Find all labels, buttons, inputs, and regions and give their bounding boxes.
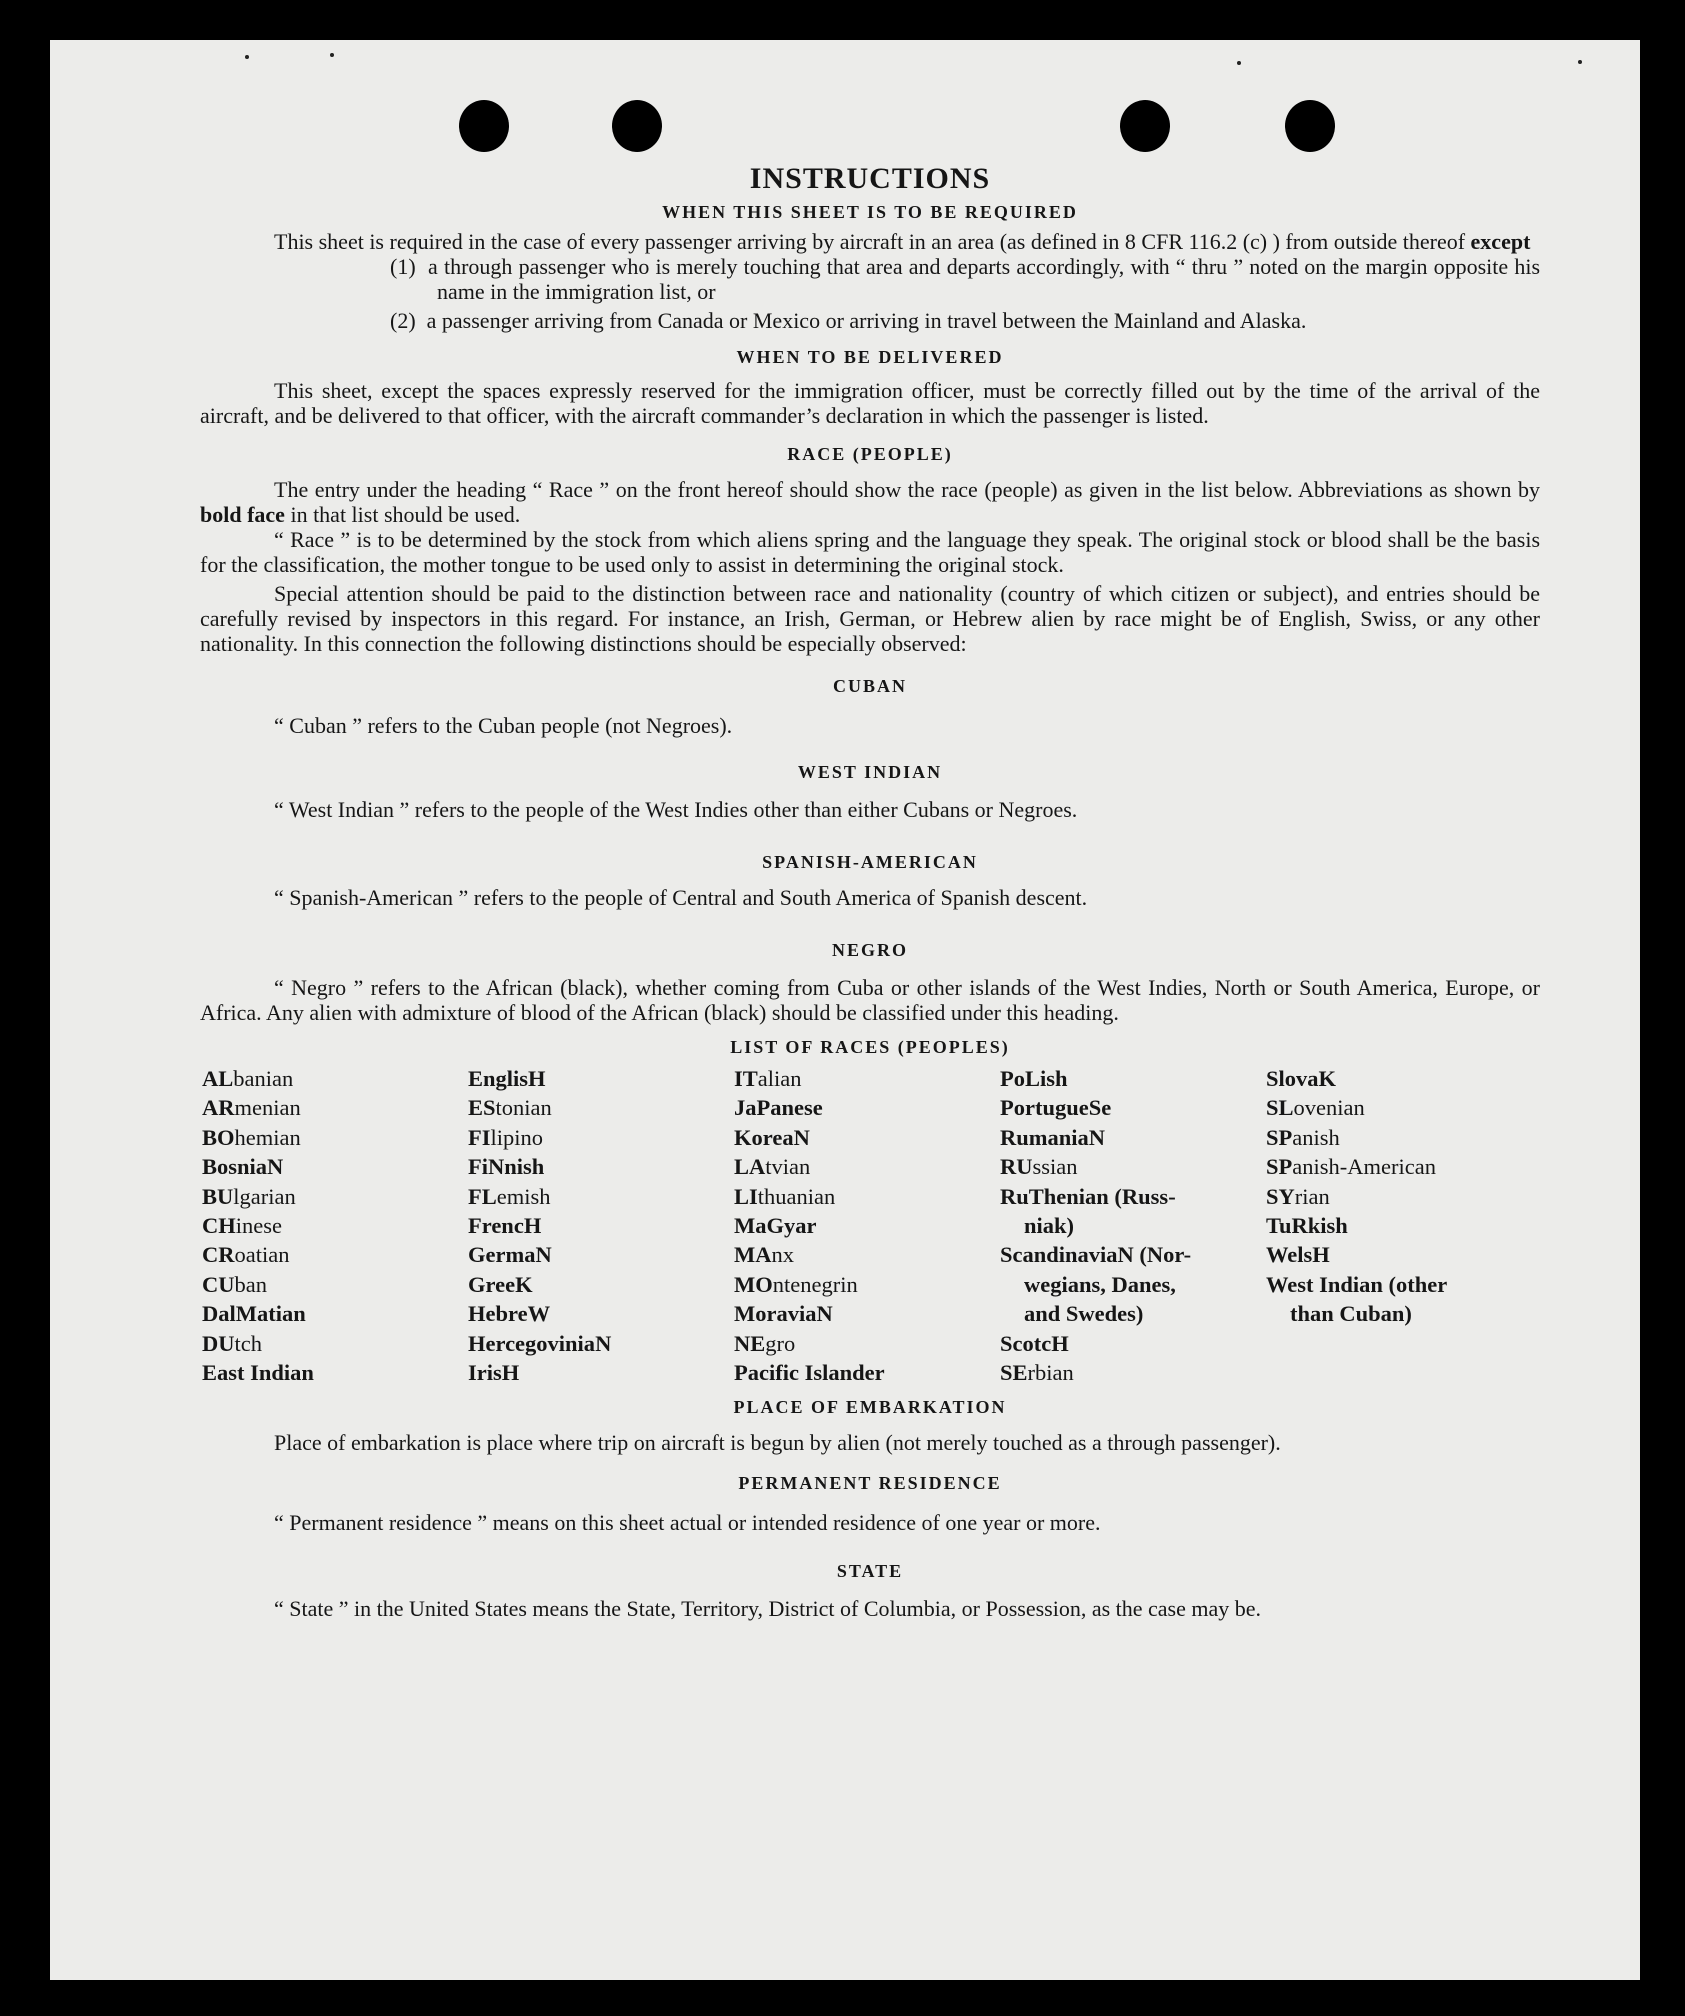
paragraph (200, 229, 1540, 254)
speck (1237, 61, 1241, 65)
race-entry (1000, 1093, 1266, 1122)
race-abbrev-bold: RU (1000, 1154, 1033, 1180)
race-abbrev-bold: MA (734, 1242, 772, 1268)
punch-hole (1120, 100, 1170, 152)
race-entry (202, 1152, 468, 1181)
race-abbrev-bold: Gree (468, 1271, 516, 1297)
race-abbrev-bold: NE (734, 1330, 766, 1356)
section-heading: PERMANENT RESIDENCE (738, 1473, 1002, 1494)
race-abbrev-bold: Slova (1266, 1066, 1319, 1091)
race-abbrev-bold: Moravia (734, 1301, 817, 1327)
race-text: ban (234, 1271, 267, 1297)
punch-hole (459, 100, 509, 152)
race-abbrev-bold: niak) (1024, 1213, 1075, 1239)
race-abbrev-bold: wegians, Danes, (1024, 1271, 1176, 1297)
race-abbrev-bold: Hebre (468, 1301, 528, 1327)
race-text: anish-American (1292, 1154, 1436, 1180)
paragraph: “ Spanish-American ” refers to the people of Central and South America of Spanish descent. (274, 885, 1088, 910)
race-abbrev-bold: West Indian (other (1266, 1271, 1448, 1297)
race-entry (1266, 1064, 1532, 1093)
race-text: tonian (495, 1095, 552, 1121)
race-entry (202, 1182, 468, 1211)
race-abbrev-bold: SP (1266, 1124, 1293, 1150)
race-abbrev-bold: N (Nor- (1117, 1242, 1192, 1268)
race-abbrev-bold: IT (734, 1066, 758, 1091)
race-abbrev-bold: SP (1266, 1154, 1293, 1180)
race-abbrev-bold: N (793, 1124, 810, 1150)
race-abbrev-bold: AR (202, 1095, 235, 1121)
race-entry (734, 1299, 1000, 1328)
race-abbrev-bold: Korea (734, 1124, 794, 1150)
item-text: a passenger arriving from Canada or Mexico or arriving in travel between the Mainland and Alaska. (426, 308, 1307, 333)
race-abbrev-bold: FI (468, 1124, 491, 1150)
race-abbrev-bold: BO (202, 1124, 235, 1150)
race-column (1000, 1064, 1266, 1387)
race-entry (1000, 1358, 1266, 1387)
race-entry (734, 1123, 1000, 1152)
race-entry (202, 1240, 468, 1269)
race-text: banian (233, 1066, 294, 1091)
race-entry (468, 1093, 734, 1122)
race-entry (1266, 1093, 1532, 1122)
race-abbrev-bold: SE (1000, 1360, 1028, 1386)
race-abbrev-bold: Gyar (766, 1213, 817, 1239)
race-text: ntenegrin (772, 1271, 858, 1297)
race-abbrev-bold: DU (202, 1330, 235, 1356)
race-entry (1266, 1123, 1532, 1152)
race-column (734, 1064, 1000, 1387)
race-entry (468, 1270, 734, 1299)
paragraph: Place of embarkation is place where trip on aircraft is begun by alien (not merely touched as a through passenger). (274, 1430, 1281, 1456)
race-abbrev-bold: Panese (756, 1095, 823, 1121)
document-page (50, 40, 1640, 1980)
paragraph: “ Cuban ” refers to the Cuban people (not Negroes). (274, 713, 733, 738)
section-heading: WEST INDIAN (797, 762, 943, 782)
punch-hole (612, 100, 662, 152)
race-abbrev-bold: N (595, 1330, 612, 1356)
race-abbrev-bold: Dal (202, 1301, 236, 1327)
race-text: gro (765, 1330, 796, 1356)
paragraph (200, 477, 1540, 527)
race-abbrev-bold: Rumania (1000, 1124, 1089, 1150)
race-entry (1000, 1182, 1266, 1211)
race-entry (1266, 1211, 1532, 1240)
race-entry (734, 1270, 1000, 1299)
race-text: ovenian (1293, 1095, 1365, 1121)
race-abbrev-bold: Ja (734, 1095, 757, 1121)
speck (245, 55, 249, 59)
race-entry (734, 1093, 1000, 1122)
race-text: emish (496, 1183, 551, 1209)
race-entry (1000, 1152, 1266, 1181)
race-entry (734, 1211, 1000, 1240)
race-text: tch (234, 1330, 262, 1356)
race-entry (1266, 1182, 1532, 1211)
race-abbrev-bold: and Swedes) (1024, 1301, 1144, 1327)
page-title: INSTRUCTIONS (749, 162, 991, 195)
section-heading: PLACE OF EMBARKATION (733, 1397, 1007, 1418)
race-abbrev-bold: CR (202, 1242, 235, 1268)
paragraph: Special attention should be paid to the distinction between race and nationality (country of which citizen or subject), and entries should be carefully revised by inspectors in this regard. For instance, an Irish, German, or Hebrew alien by race might be of English, Swiss, or any other nationality. In this connection the following distinctions should be especially observed: (200, 581, 1540, 656)
race-abbrev-bold: Thenian (Russ- (1028, 1183, 1176, 1209)
race-abbrev-bold: H (523, 1213, 542, 1239)
race-column (202, 1064, 468, 1387)
race-abbrev-bold: Englis (468, 1066, 529, 1091)
speck (330, 53, 334, 57)
race-entry (202, 1064, 468, 1093)
bold-text: bold face (200, 502, 285, 527)
race-abbrev-bold: BU (202, 1183, 234, 1209)
race-entry (202, 1299, 468, 1328)
race-abbrev-bold: N (535, 1242, 552, 1268)
section-heading: RACE (PEOPLE) (787, 444, 953, 464)
race-entry (1000, 1211, 1266, 1240)
race-entry (734, 1152, 1000, 1181)
section-heading: WHEN THIS SHEET IS TO BE REQUIRED (662, 202, 1078, 222)
race-abbrev-bold: K (1318, 1066, 1337, 1091)
race-abbrev-bold: Portugue (1000, 1095, 1089, 1121)
race-entry (1000, 1240, 1266, 1269)
race-abbrev-bold: Scandinavia (1000, 1242, 1118, 1268)
race-text: menian (234, 1095, 301, 1121)
race-text: rbian (1027, 1360, 1074, 1386)
race-abbrev-bold: AL (202, 1066, 234, 1091)
race-entry (734, 1240, 1000, 1269)
section-heading: STATE (836, 1561, 904, 1582)
race-entry (1000, 1329, 1266, 1358)
race-abbrev-bold: N (816, 1301, 833, 1327)
item-number: (2) (390, 308, 416, 333)
section-heading: SPANISH-AMERICAN (762, 852, 978, 872)
race-abbrev-bold: K (515, 1271, 533, 1297)
race-abbrev-bold: Matian (235, 1301, 306, 1327)
race-text: ssian (1032, 1154, 1078, 1180)
race-abbrev-bold: CH (202, 1213, 236, 1239)
race-abbrev-bold: CU (202, 1271, 235, 1297)
race-abbrev-bold: than Cuban) (1290, 1301, 1412, 1327)
race-entry (468, 1064, 734, 1093)
race-text: tvian (765, 1154, 811, 1180)
race-abbrev-bold: MO (734, 1271, 773, 1297)
text: This sheet is required in the case of every passenger arriving by aircraft in an area (as defined in 8 CFR 116.2 (c) ) from outside thereof (274, 229, 1466, 254)
section-heading: LIST OF RACES (PEOPLES) (730, 1037, 1010, 1057)
race-abbrev-bold: SY (1266, 1183, 1295, 1209)
race-text: inese (235, 1213, 282, 1239)
text: in that list should be used. (290, 502, 521, 527)
race-abbrev-bold: East Indian (202, 1360, 314, 1386)
paragraph: “ State ” in the United States means the State, Territory, District of Columbia, or Possession, as the case may be. (274, 1596, 1262, 1622)
race-abbrev-bold: H (1051, 1330, 1069, 1356)
race-entry (468, 1211, 734, 1240)
paragraph: This sheet, except the spaces expressly reserved for the immigration officer, must be correctly filled out by the time of the arrival of the aircraft, and be delivered to that officer, with the aircraft commander’s declaration in which the passenger is listed. (200, 378, 1540, 428)
race-entry (734, 1329, 1000, 1358)
race-entry (1000, 1270, 1266, 1299)
punch-hole (1285, 100, 1335, 152)
list-item (200, 254, 1540, 304)
text: The entry under the heading “ Race ” on the front hereof should show the race (people) as given in the list below. Abbreviations as shown by (274, 477, 1540, 502)
race-abbrev-bold: Ma (734, 1213, 767, 1239)
race-abbrev-bold: Rkish (1291, 1213, 1348, 1239)
race-entry (202, 1123, 468, 1152)
race-entry (468, 1240, 734, 1269)
race-entry (1266, 1152, 1532, 1181)
race-abbrev-bold: Po (1000, 1066, 1025, 1091)
race-abbrev-bold: Fi (468, 1154, 488, 1180)
section-heading: WHEN TO BE DELIVERED (736, 347, 1004, 367)
list-item (200, 308, 1540, 333)
race-column (468, 1064, 734, 1387)
race-abbrev-bold: H (528, 1066, 546, 1091)
race-text: alian (757, 1066, 802, 1091)
race-entry (734, 1358, 1000, 1387)
race-abbrev-bold: SL (1266, 1095, 1294, 1121)
race-abbrev-bold: Germa (468, 1242, 536, 1268)
race-column (1266, 1064, 1532, 1387)
race-text: rian (1294, 1183, 1330, 1209)
race-abbrev-bold: ES (468, 1095, 496, 1121)
paragraph: “ Negro ” refers to the African (black), whether coming from Cuba or other islands of the West Indies, North or South America, Europe, or Africa. Any alien with admixture of blood of the African (black) should be classified under this heading. (200, 975, 1540, 1025)
race-entry (468, 1358, 734, 1387)
race-abbrev-bold: Hercegovinia (468, 1330, 596, 1356)
race-text: lgarian (233, 1183, 296, 1209)
race-abbrev-bold: Tu (1266, 1213, 1292, 1239)
race-text: lipino (490, 1124, 544, 1150)
race-abbrev-bold: Frenc (468, 1213, 524, 1239)
race-abbrev-bold: LA (734, 1154, 766, 1180)
race-abbrev-bold: Wels (1266, 1242, 1313, 1268)
race-abbrev-bold: Ru (1000, 1183, 1029, 1209)
race-entry (202, 1211, 468, 1240)
race-abbrev-bold: Iris (468, 1360, 502, 1386)
race-entry (468, 1123, 734, 1152)
race-abbrev-bold: LI (734, 1183, 758, 1209)
paragraph: “ Race ” is to be determined by the stock from which aliens spring and the language they speak. The original stock or blood shall be the basis for the classification, the mother tongue to be used only to assist in determining the original stock. (200, 527, 1540, 577)
race-entry (468, 1182, 734, 1211)
race-abbrev-bold: N (1088, 1124, 1106, 1150)
race-entry (1000, 1064, 1266, 1093)
race-abbrev-bold: H (501, 1360, 520, 1386)
race-abbrev-bold: Bosnia (202, 1154, 268, 1180)
race-text: thuanian (757, 1183, 836, 1209)
race-entry (1000, 1123, 1266, 1152)
race-abbrev-bold: H (1312, 1242, 1330, 1268)
race-entry (468, 1299, 734, 1328)
race-entry (202, 1093, 468, 1122)
paragraph: “ West Indian ” refers to the people of the West Indies other than either Cubans or Negroes. (274, 797, 1078, 822)
race-abbrev-bold: Pacific Islander (734, 1360, 885, 1386)
races-list (202, 1064, 1540, 1387)
section-heading: NEGRO (831, 940, 908, 960)
race-entry (1266, 1299, 1532, 1328)
section-heading: CUBAN (832, 676, 907, 696)
race-entry (202, 1358, 468, 1387)
race-abbrev-bold: FL (468, 1183, 497, 1209)
race-abbrev-bold: Scotc (1000, 1330, 1052, 1356)
race-abbrev-bold: N (267, 1154, 284, 1180)
race-entry (734, 1182, 1000, 1211)
race-abbrev-bold: Nnish (488, 1154, 545, 1180)
item-text: a through passenger who is merely touching that area and departs accordingly, with “ thru ” noted on the margin opposite his name in the immigration list, or (428, 254, 1541, 304)
race-text: oatian (234, 1242, 290, 1268)
paragraph: “ Permanent residence ” means on this sheet actual or intended residence of one year or more. (274, 1510, 1101, 1536)
race-entry (1266, 1240, 1532, 1269)
race-entry (1000, 1299, 1266, 1328)
race-text: nx (771, 1242, 794, 1268)
race-entry (202, 1270, 468, 1299)
race-abbrev-bold: Se (1088, 1095, 1112, 1121)
race-entry (1266, 1270, 1532, 1299)
race-abbrev-bold: W (527, 1301, 551, 1327)
race-text: anish (1292, 1124, 1340, 1150)
race-entry (202, 1329, 468, 1358)
speck (1578, 60, 1582, 64)
item-number: (1) (390, 254, 416, 279)
instructions-body (200, 162, 1540, 1621)
race-entry (468, 1152, 734, 1181)
bold-text: except (1470, 229, 1531, 254)
race-entry (468, 1329, 734, 1358)
race-text: hemian (234, 1124, 301, 1150)
race-abbrev-bold: Lish (1025, 1066, 1068, 1091)
race-entry (734, 1064, 1000, 1093)
